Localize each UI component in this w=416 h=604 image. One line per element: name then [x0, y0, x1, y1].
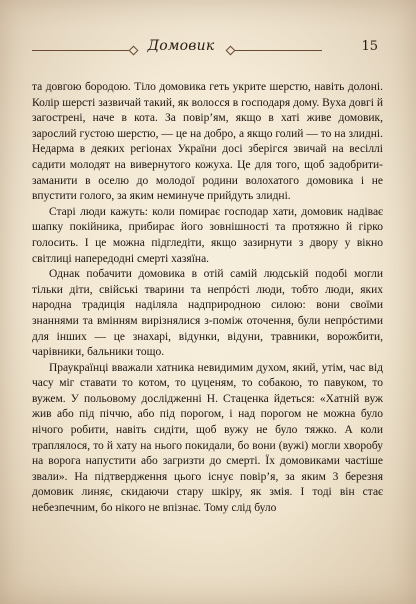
paragraph-3: Однак побачити домовика в отій самій людській подобі могли тільки діти, свійські тварини та непрóсті люди, тобто люди, яких народна традиція наділяла надприродною силою: вони своїми знаннями та вмінням вирізнялися з-поміж оточення, були непрóстими для інших — це знахарі, відунки, відуни, травники, ворожбити, чарівники, бальники тощо.	[32, 268, 383, 359]
body-text	[32, 80, 383, 517]
paragraph-4: Праукраїнці вважали хатника невидимим духом, який, утім, час від часу міг ставати то котом, то цуценям, то собакою, то павуком, то вужем. У польовому дослідженні Н. Стаценка йдеться: «Хатній вуж жив або під піччю, або під порогом, і над порогом не можна було нічого робити, навіть сидіти, щоб вужу не було тяжко. А коли траплялося, то й хату на нього покидали, бо вони (вужі) могли хворобу на ворога напустити або загризти до смерті. Їх домовиками частіше звали». На підтвердження цього існує повір’я, за яким 3 березня домовик линяє, скидаючи стару шкіру, як змія. І тоді він стає небезпечним, бо нікого не впізнає. Тому слід було	[32, 361, 383, 515]
running-title: Домовик	[147, 38, 215, 54]
running-header	[0, 38, 416, 60]
header-rule-right	[234, 50, 322, 51]
header-rule-left	[32, 50, 130, 51]
paragraph-2: Старі люди кажуть: коли помирає господар хати, домовик надіває шапку покійника, прибирає його зовнішності та протяжно й гірко голосить. І це можна підгледіти, якщо зазирнути з двору у вікно світлиці напередодні смерті хазяїна.	[32, 205, 383, 265]
diamond-ornament-icon	[129, 46, 139, 56]
page-number: 15	[361, 39, 378, 54]
paragraph-1: та довгою бородою. Тіло домовика геть укрите шерстю, навіть долоні. Колір шерсті зазвичай такий, як волосся в господаря дому. Вуха довгі й загострені, наче в кота. За повір’ям, якщо в хаті живе домовик, зарослий густою шерстю, — це на добро, а якщо голий — то на злидні. Недарма в деяких регіонах України досі зберігся звичай на весіллі садити молодят на вивернутого кожуха. Це для того, щоб задобрити-заманити в оселю до молодої родини волохатого домовика і не впустити голого, за яким неминуче прийдуть злидні.	[32, 81, 383, 203]
